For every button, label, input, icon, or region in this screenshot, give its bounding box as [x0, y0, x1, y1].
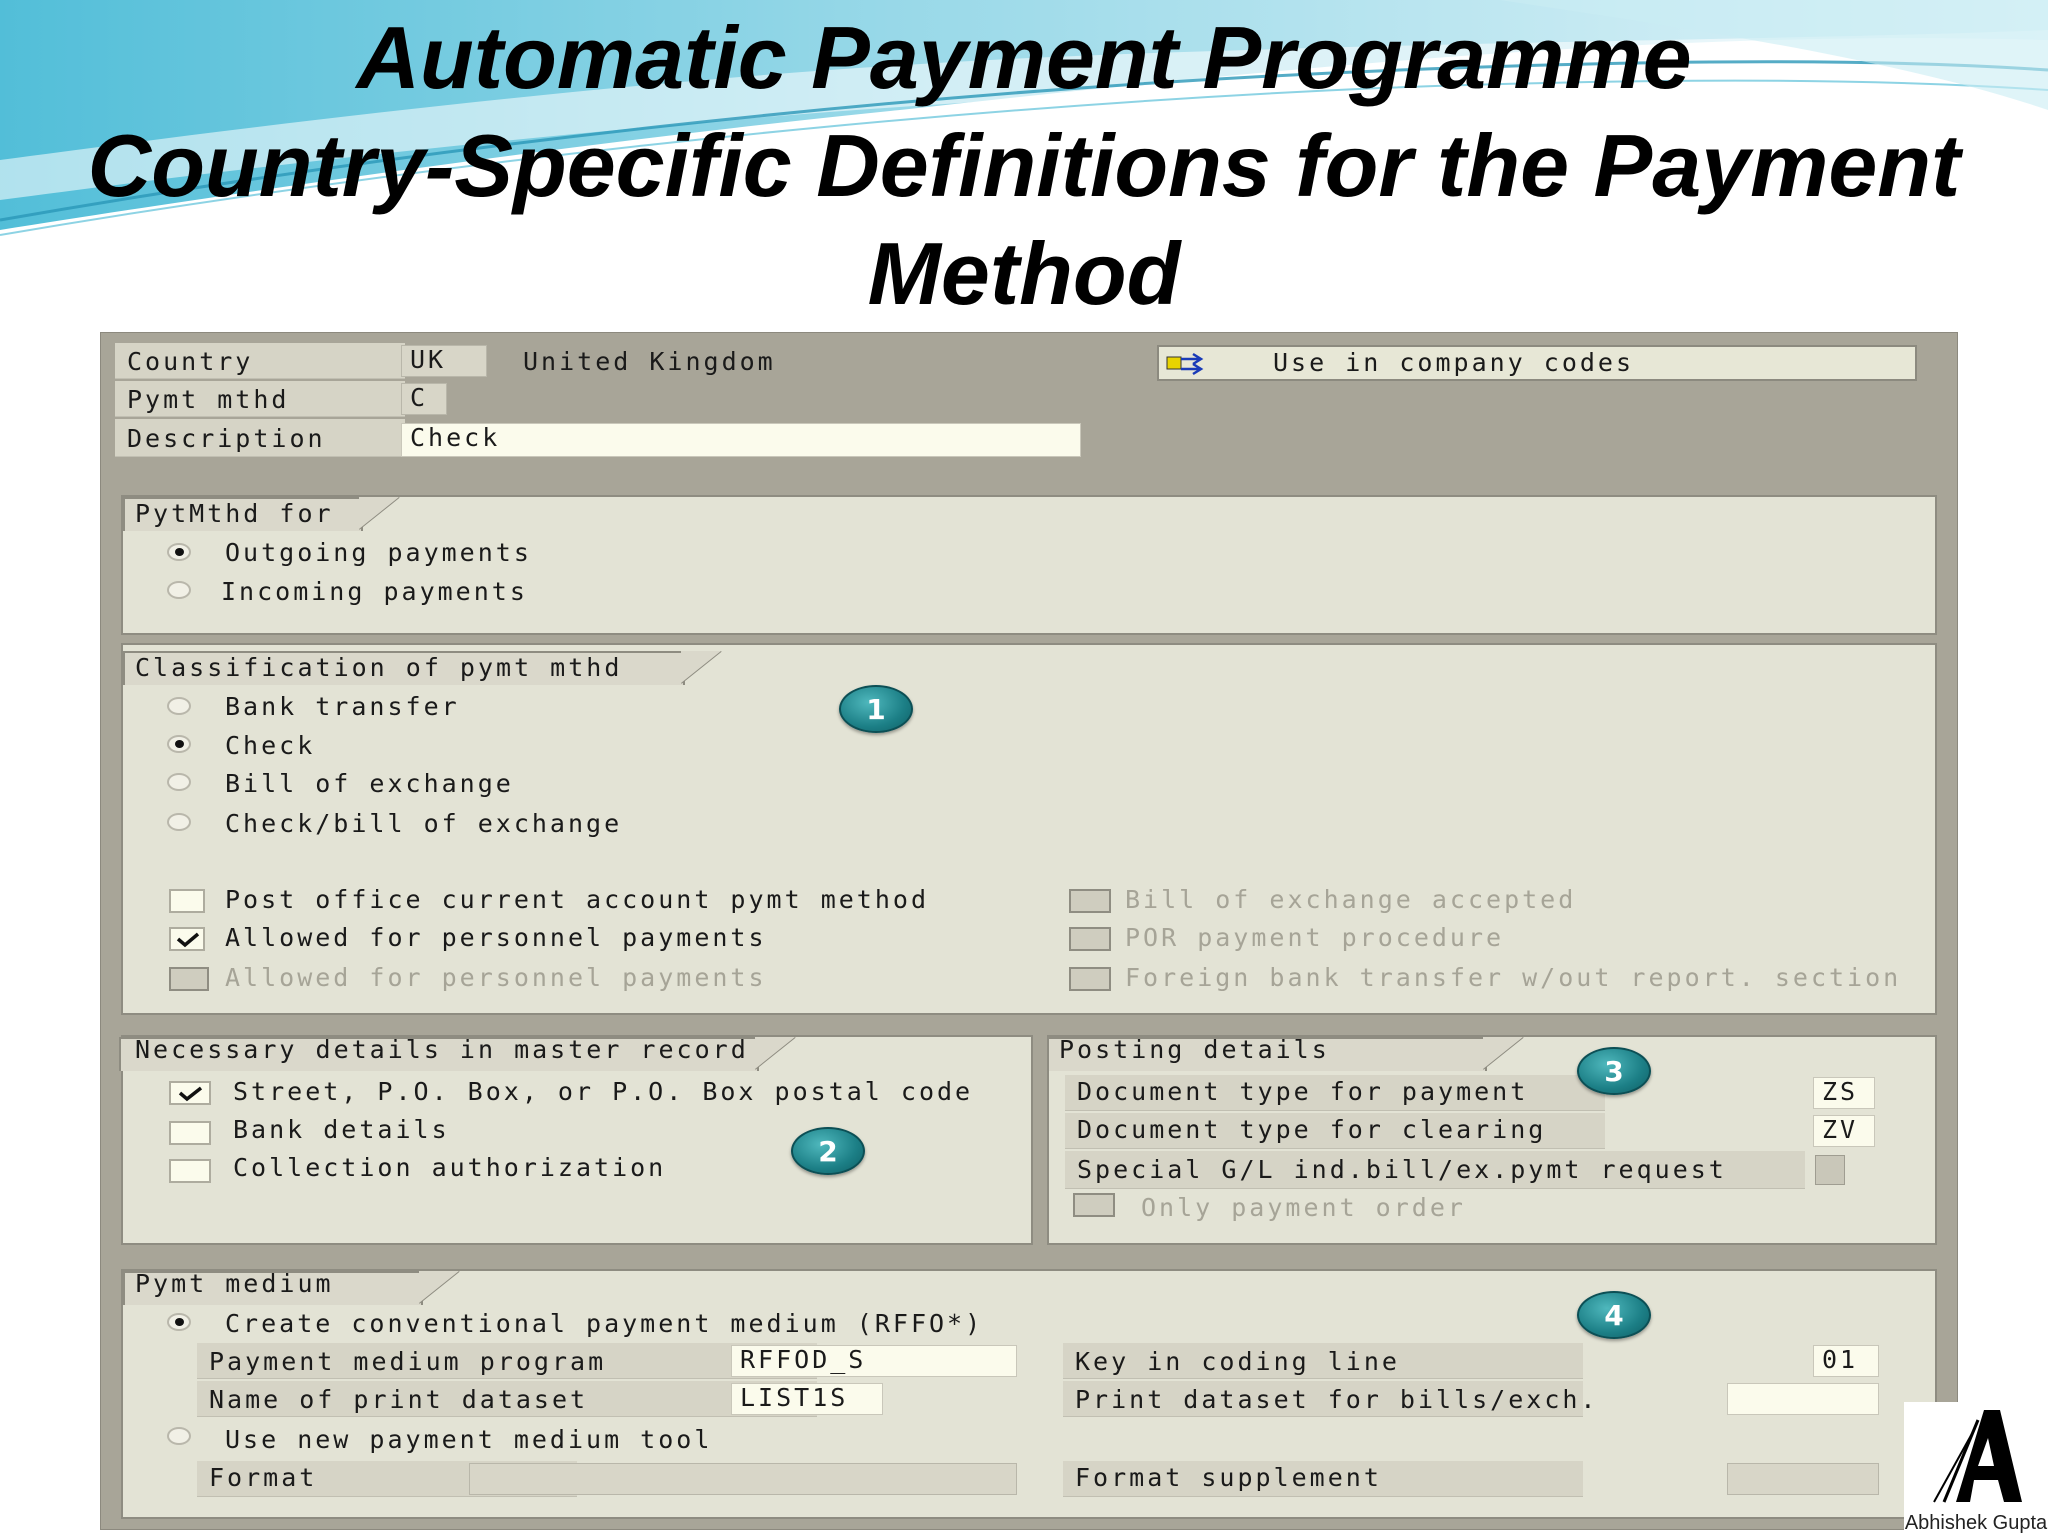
- print-bills-field[interactable]: [1727, 1383, 1879, 1415]
- special-gl-label: Special G/L ind.bill/ex.pymt request: [1077, 1155, 1727, 1184]
- por-procedure-checkbox: [1069, 927, 1111, 951]
- bank-transfer-radio[interactable]: [167, 697, 191, 715]
- description-label: Description: [127, 424, 326, 453]
- letter-a-logo-icon: [1904, 1402, 2048, 1510]
- format-field[interactable]: [469, 1463, 1017, 1495]
- pymt-mthd-field[interactable]: C: [401, 383, 447, 415]
- street-checkbox[interactable]: [169, 1081, 211, 1105]
- sap-payment-method-screen: [100, 332, 1958, 1530]
- post-office-checkbox[interactable]: [169, 889, 205, 913]
- bill-of-exchange-radio[interactable]: [167, 773, 191, 791]
- foreign-bank-checkbox: [1069, 967, 1111, 991]
- posting-details-title: Posting details: [1059, 1035, 1330, 1064]
- use-in-company-codes-button[interactable]: [1157, 345, 1917, 381]
- slide-title-line-1: Automatic Payment Programme: [356, 8, 1692, 107]
- bill-accepted-checkbox: [1069, 889, 1111, 913]
- format-supplement-label: Format supplement: [1075, 1463, 1382, 1492]
- print-dataset-field[interactable]: LIST1S: [731, 1383, 883, 1415]
- author-logo: [1904, 1402, 2048, 1536]
- checkmark-icon: [175, 931, 201, 949]
- doc-type-payment-field[interactable]: ZS: [1813, 1077, 1875, 1109]
- payment-medium-program-field[interactable]: RFFOD_S: [731, 1345, 1017, 1377]
- checkmark-icon: [175, 1085, 205, 1103]
- collection-authorization-label: Collection authorization: [233, 1153, 667, 1182]
- allowed-personnel-disabled-label: Allowed for personnel payments: [225, 963, 767, 992]
- pymt-mthd-label: Pymt mthd: [127, 385, 290, 414]
- allowed-personnel-disabled-checkbox: [169, 967, 209, 991]
- incoming-payments-label: Incoming payments: [221, 577, 528, 606]
- print-bills-label: Print dataset for bills/exch.: [1075, 1385, 1599, 1414]
- allowed-personnel-label: Allowed for personnel payments: [225, 923, 767, 952]
- doc-type-clearing-label: Document type for clearing: [1077, 1115, 1547, 1144]
- only-payment-order-checkbox: [1073, 1193, 1115, 1217]
- bank-details-label: Bank details: [233, 1115, 450, 1144]
- allowed-personnel-checkbox[interactable]: [169, 927, 205, 951]
- check-label: Check: [225, 731, 316, 760]
- new-medium-tool-label: Use new payment medium tool: [225, 1425, 713, 1454]
- outgoing-payments-label: Outgoing payments: [225, 538, 532, 567]
- slide-title-line-2: Country-Specific Definitions for the Payment: [87, 116, 1961, 215]
- format-label: Format: [209, 1463, 318, 1492]
- new-medium-tool-radio[interactable]: [167, 1427, 191, 1445]
- slide-title-line-3: Method: [867, 224, 1181, 323]
- bill-accepted-label: Bill of exchange accepted: [1125, 885, 1577, 914]
- callout-badge-2: 2: [791, 1127, 865, 1175]
- use-in-company-codes-label: Use in company codes: [1273, 348, 1635, 377]
- bank-details-checkbox[interactable]: [169, 1121, 211, 1145]
- doc-type-clearing-field[interactable]: ZV: [1813, 1115, 1875, 1147]
- country-label: Country: [127, 347, 254, 376]
- key-coding-label: Key in coding line: [1075, 1347, 1400, 1376]
- conventional-medium-radio[interactable]: [167, 1313, 191, 1331]
- pymt-medium-title: Pymt medium: [135, 1269, 334, 1298]
- format-supplement-field[interactable]: [1727, 1463, 1879, 1495]
- print-dataset-label: Name of print dataset: [209, 1385, 589, 1414]
- outgoing-payments-radio[interactable]: [167, 543, 191, 561]
- description-field[interactable]: Check: [401, 423, 1081, 457]
- master-record-title: Necessary details in master record: [135, 1035, 749, 1064]
- incoming-payments-radio[interactable]: [167, 581, 191, 599]
- logo-caption: Abhishek Gupta: [1904, 1512, 2048, 1534]
- special-gl-field[interactable]: [1815, 1155, 1845, 1185]
- foreign-bank-label: Foreign bank transfer w/out report. section: [1125, 963, 1902, 992]
- street-label: Street, P.O. Box, or P.O. Box postal code: [233, 1077, 974, 1106]
- collection-authorization-checkbox[interactable]: [169, 1159, 211, 1183]
- doc-type-payment-label: Document type for payment: [1077, 1077, 1529, 1106]
- country-name: United Kingdom: [523, 347, 776, 376]
- only-payment-order-label: Only payment order: [1141, 1193, 1466, 1222]
- check-radio[interactable]: [167, 735, 191, 753]
- conventional-medium-label: Create conventional payment medium (RFFO*): [225, 1309, 984, 1338]
- country-code-field[interactable]: UK: [401, 345, 487, 377]
- assign-arrow-icon: [1165, 351, 1213, 377]
- callout-badge-1: 1: [839, 685, 913, 733]
- por-procedure-label: POR payment procedure: [1125, 923, 1505, 952]
- bank-transfer-label: Bank transfer: [225, 692, 460, 721]
- bill-of-exchange-label: Bill of exchange: [225, 769, 514, 798]
- pytmthd-for-title: PytMthd for: [135, 499, 334, 528]
- check-bill-label: Check/bill of exchange: [225, 809, 623, 838]
- callout-badge-4: 4: [1577, 1291, 1651, 1339]
- callout-badge-3: 3: [1577, 1047, 1651, 1095]
- check-bill-radio[interactable]: [167, 813, 191, 831]
- post-office-label: Post office current account pymt method: [225, 885, 929, 914]
- classification-title: Classification of pymt mthd: [135, 653, 623, 682]
- key-coding-field[interactable]: 01: [1813, 1345, 1879, 1377]
- payment-medium-program-label: Payment medium program: [209, 1347, 607, 1376]
